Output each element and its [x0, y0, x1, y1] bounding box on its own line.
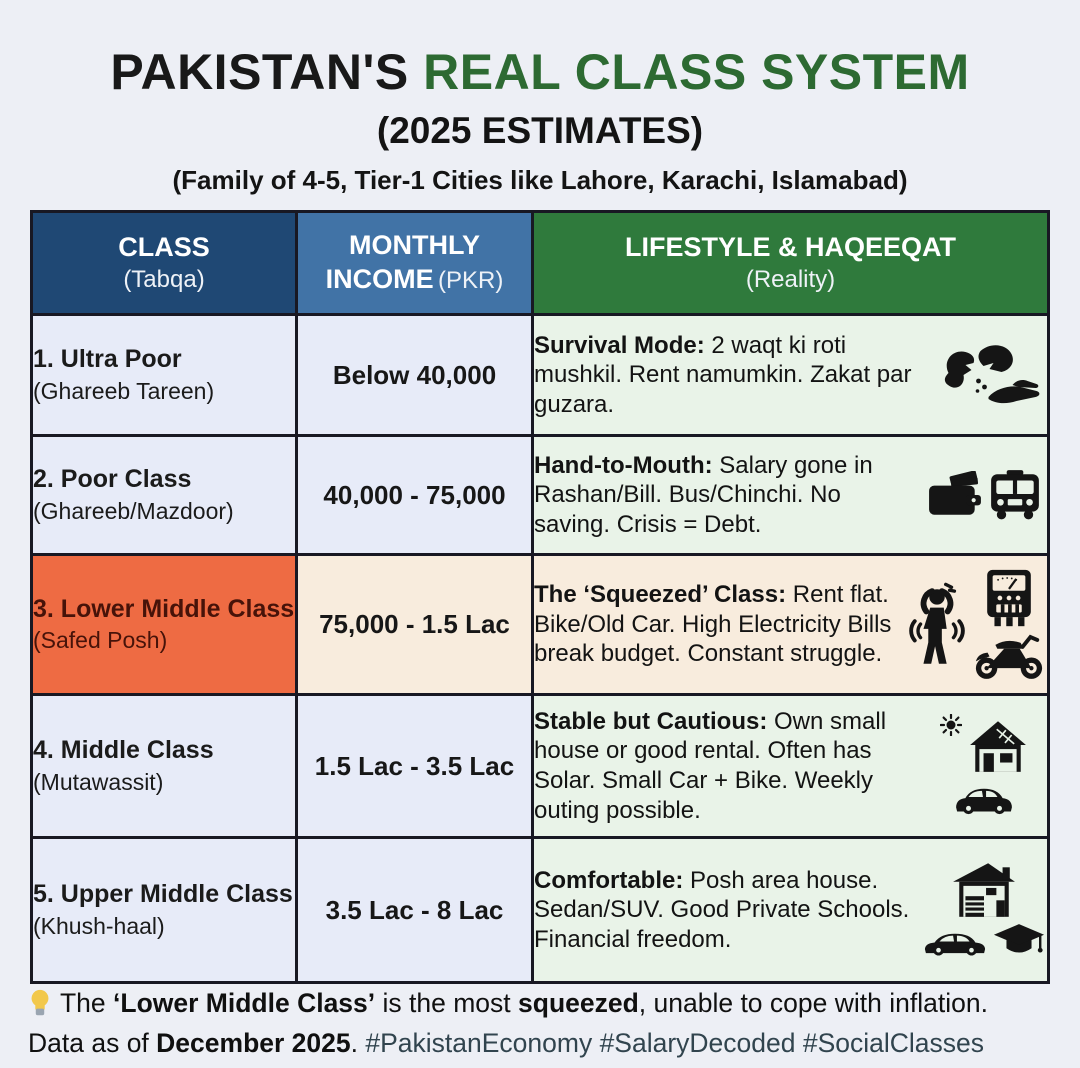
header-class-sub: (Tabqa) [123, 265, 205, 293]
income-value: 40,000 - 75,000 [297, 436, 533, 555]
lifestyle-text [534, 580, 899, 669]
lifestyle-text [534, 866, 915, 955]
sun-icon [940, 714, 962, 736]
header-income [297, 212, 533, 315]
lifestyle-body: 2 waqt ki roti mushkil. Rent namumkin. Zakat par guzara. [534, 331, 912, 418]
row-icons [921, 861, 1047, 959]
house-icon [951, 861, 1017, 919]
header-lifestyle-title: LIFESTYLE & HAQEEQAT [624, 232, 956, 263]
lifestyle-text [534, 331, 923, 420]
sedan-icon [923, 924, 987, 957]
footer-dot: . [350, 1027, 366, 1058]
table-row [32, 838, 1049, 983]
motorcycle-icon [972, 632, 1046, 681]
class-name: 3. Lower Middle Class [33, 594, 295, 623]
header-class-title: CLASS [118, 232, 210, 263]
broken-bread-charity-icon [932, 339, 1045, 411]
class-name: 1. Ultra Poor [33, 345, 182, 374]
lifestyle-body: Posh area house. Sedan/SUV. Good Private Schools. Financial freedom. [534, 866, 910, 953]
solar-house-icon [967, 718, 1029, 774]
footer-post: , unable to cope with inflation. [638, 988, 988, 1018]
header-lifestyle-sub: (Reality) [745, 265, 836, 293]
bus-icon [988, 470, 1042, 520]
class-alias: (Ghareeb/Mazdoor) [33, 497, 234, 524]
class-system-table [30, 210, 1050, 984]
class-alias: (Safed Posh) [33, 627, 168, 654]
header-lifestyle [533, 212, 1049, 315]
page-title [0, 0, 1080, 99]
receiving-hand-icon [988, 386, 1039, 403]
class-alias: (Khush-haal) [33, 912, 165, 939]
header-income-line1: MONTHLY [348, 230, 480, 261]
lifestyle-body: Own small house or good rental. Often has Solar. Small Car + Bike. Weekly outing possible. [534, 707, 887, 824]
class-name: 5. Upper Middle Class [33, 880, 293, 909]
income-value: 3.5 Lac - 8 Lac [297, 838, 533, 983]
lightbulb-icon [28, 988, 52, 1018]
lifestyle-body: Rent flat. Bike/Old Car. High Electricity Bills break budget. Constant struggle. [534, 581, 892, 668]
car-icon [953, 777, 1015, 815]
income-value: Below 40,000 [297, 315, 533, 436]
lifestyle-lead: The ‘Squeezed’ Class: [534, 581, 787, 609]
lifestyle-text [534, 707, 915, 825]
footer-date-bold: December 2025 [156, 1027, 351, 1058]
row-icons [905, 567, 1047, 683]
header-class [32, 212, 297, 315]
table-row [32, 315, 1049, 436]
header-row [32, 212, 1049, 315]
lifestyle-lead: Stable but Cautious: [534, 707, 768, 735]
class-alias: (Ghareeb Tareen) [33, 377, 215, 404]
lifestyle-lead: Survival Mode: [534, 331, 705, 359]
row-icons [921, 718, 1047, 815]
lifestyle-lead: Hand-to-Mouth: [534, 451, 713, 479]
class-name: 2. Poor Class [33, 465, 192, 494]
page-subtitle: (2025 ESTIMATES) [376, 109, 704, 151]
title-black: PAKISTAN'S [110, 44, 409, 100]
page-tagline: (Family of 4-5, Tier-1 Cities like Lahore, Karachi, Islamabad) [172, 164, 908, 195]
lifestyle-lead: Comfortable: [534, 866, 684, 894]
footer-hashtags: #PakistanEconomy #SalaryDecoded #SocialClasses [365, 1027, 985, 1058]
header-income-unit: (PKR) [438, 267, 504, 294]
table-row [32, 436, 1049, 555]
footer-line2-pre: Data as of [28, 1027, 157, 1058]
table-row-highlighted [32, 555, 1049, 695]
title-green: REAL CLASS SYSTEM [423, 44, 970, 100]
footer-squeezed-bold: squeezed [518, 988, 639, 1018]
lifestyle-body: Salary gone in Rashan/Bill. Bus/Chinchi. No saving. Crisis = Debt. [534, 451, 873, 538]
row-icons [929, 339, 1047, 411]
row-icons [921, 470, 1047, 520]
income-value: 75,000 - 1.5 Lac [297, 555, 533, 695]
footer-note [28, 984, 1056, 1064]
stressed-person-icon [907, 567, 967, 683]
header-income-line2: INCOME [325, 264, 434, 294]
footer-class-bold: ‘Lower Middle Class’ [113, 988, 376, 1018]
wallet-icon [927, 471, 983, 519]
footer-mid: is the most [375, 988, 519, 1018]
class-name: 4. Middle Class [33, 736, 214, 765]
class-alias: (Mutawassit) [33, 768, 164, 795]
graduation-cap-icon [992, 922, 1046, 959]
income-value: 1.5 Lac - 3.5 Lac [297, 695, 533, 838]
electric-meter-icon [983, 568, 1035, 628]
table-row [32, 695, 1049, 838]
lifestyle-text [534, 451, 915, 540]
footer-pre: The [60, 988, 114, 1018]
